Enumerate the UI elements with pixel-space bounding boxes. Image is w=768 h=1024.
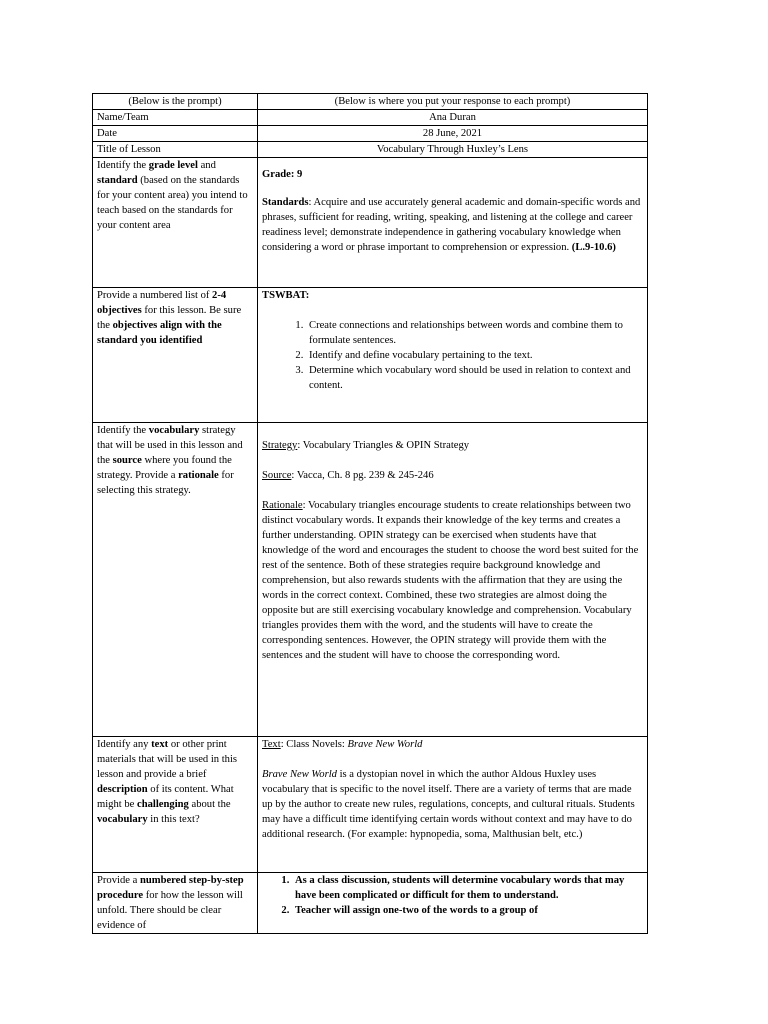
title-row bbox=[93, 142, 648, 158]
header-row bbox=[93, 94, 648, 110]
source-line: Source: Vacca, Ch. 8 pg. 239 & 245-246 bbox=[262, 470, 434, 481]
title-label: Title of Lesson bbox=[93, 142, 258, 158]
text-row bbox=[93, 737, 648, 873]
text-prompt: Identify any text or other print materials that will be used in this lesson and provide a brief description of its content. What might be challenging about the vocabulary in this text? bbox=[93, 737, 258, 873]
objective-item: 1. Create connections and relationships between words and combine them to formulate sentences. bbox=[306, 318, 643, 348]
lesson-plan-table bbox=[92, 93, 648, 934]
objectives-list bbox=[262, 318, 643, 393]
procedure-list bbox=[262, 873, 643, 918]
title-value: Vocabulary Through Huxley’s Lens bbox=[258, 142, 648, 158]
text-description: Brave New World is a dystopian novel in which the author Aldous Huxley uses vocabulary that is specific to the novel itself. There are a variety of terms that are made up by the author to create new rules, regulations, concepts, and cultural rituals. Students may have a difficult time identifying certain words without context and may have to do additional research. (For example: hypnopedia, soma, Malthusian belt, etc.) bbox=[262, 769, 635, 840]
header-prompt: (Below is the prompt) bbox=[93, 94, 258, 110]
grade-level: Grade: 9 bbox=[262, 169, 303, 180]
standards-text: Standards: Acquire and use accurately general academic and domain-specific words and phrases, sufficient for reading, writing, speaking, and listening at the college and career readiness level; demonstrate independence in gathering vocabulary knowledge when considering a word or phrase important to comprehension or expression. (L.9-10.6) bbox=[262, 197, 641, 253]
date-value: 28 June, 2021 bbox=[258, 126, 648, 142]
name-row bbox=[93, 110, 648, 126]
strategy-row bbox=[93, 423, 648, 737]
strategy-prompt: Identify the vocabulary strategy that will be used in this lesson and the source where you found the strategy. Provide a rationale for selecting this strategy. bbox=[93, 423, 258, 737]
grade-row bbox=[93, 158, 648, 288]
tswbat-heading: TSWBAT: bbox=[262, 290, 310, 301]
grade-response bbox=[258, 158, 648, 288]
name-value: Ana Duran bbox=[258, 110, 648, 126]
objectives-row bbox=[93, 288, 648, 423]
text-line: Text: Class Novels: Brave New World bbox=[262, 739, 423, 750]
text-response bbox=[258, 737, 648, 873]
date-label: Date bbox=[93, 126, 258, 142]
procedure-response bbox=[258, 873, 648, 934]
objectives-prompt: Provide a numbered list of 2-4 objectives for this lesson. Be sure the objectives align with the standard you identified bbox=[93, 288, 258, 423]
grade-prompt: Identify the grade level and standard (based on the standards for your content area) you intend to teach based on the standards for your content area bbox=[93, 158, 258, 288]
strategy-line: Strategy: Vocabulary Triangles & OPIN Strategy bbox=[262, 440, 470, 451]
objective-item: 2. Identify and define vocabulary pertaining to the text. bbox=[306, 348, 643, 363]
procedure-step: 1. As a class discussion, students will determine vocabulary words that may have been complicated or difficult for them to understand. bbox=[292, 873, 643, 903]
procedure-step: 2. Teacher will assign one-two of the words to a group of bbox=[292, 903, 643, 918]
procedure-prompt: Provide a numbered step-by-step procedure for how the lesson will unfold. There should be clear evidence of bbox=[93, 873, 258, 934]
name-label: Name/Team bbox=[93, 110, 258, 126]
rationale-text: Rationale: Vocabulary triangles encourage students to create relationships between two distinct vocabulary words. It expands their knowledge of the key terms and creates a further understanding. OPIN strategy can be exercised when students have that knowledge of the word and encourages the student to choose the word best suited for the rest of the sentence. Both of these strategies require background knowledge and comprehension, but also rewards students with the affirmation that they are using the words in the correct context. Combined, these two strategies are almost doing the opposite but are still exercising vocabulary knowledge and comprehension. Vocabulary triangles provides them with the word, and the students will have to create the corresponding sentences. However, the OPIN strategy will provide them with the sentences and the student will have to choose the corresponding word. bbox=[262, 500, 639, 661]
procedure-row bbox=[93, 873, 648, 934]
objective-item: 3. Determine which vocabulary word should be used in relation to context and content. bbox=[306, 363, 643, 393]
header-response: (Below is where you put your response to each prompt) bbox=[258, 94, 648, 110]
objectives-response bbox=[258, 288, 648, 423]
strategy-response bbox=[258, 423, 648, 737]
date-row bbox=[93, 126, 648, 142]
